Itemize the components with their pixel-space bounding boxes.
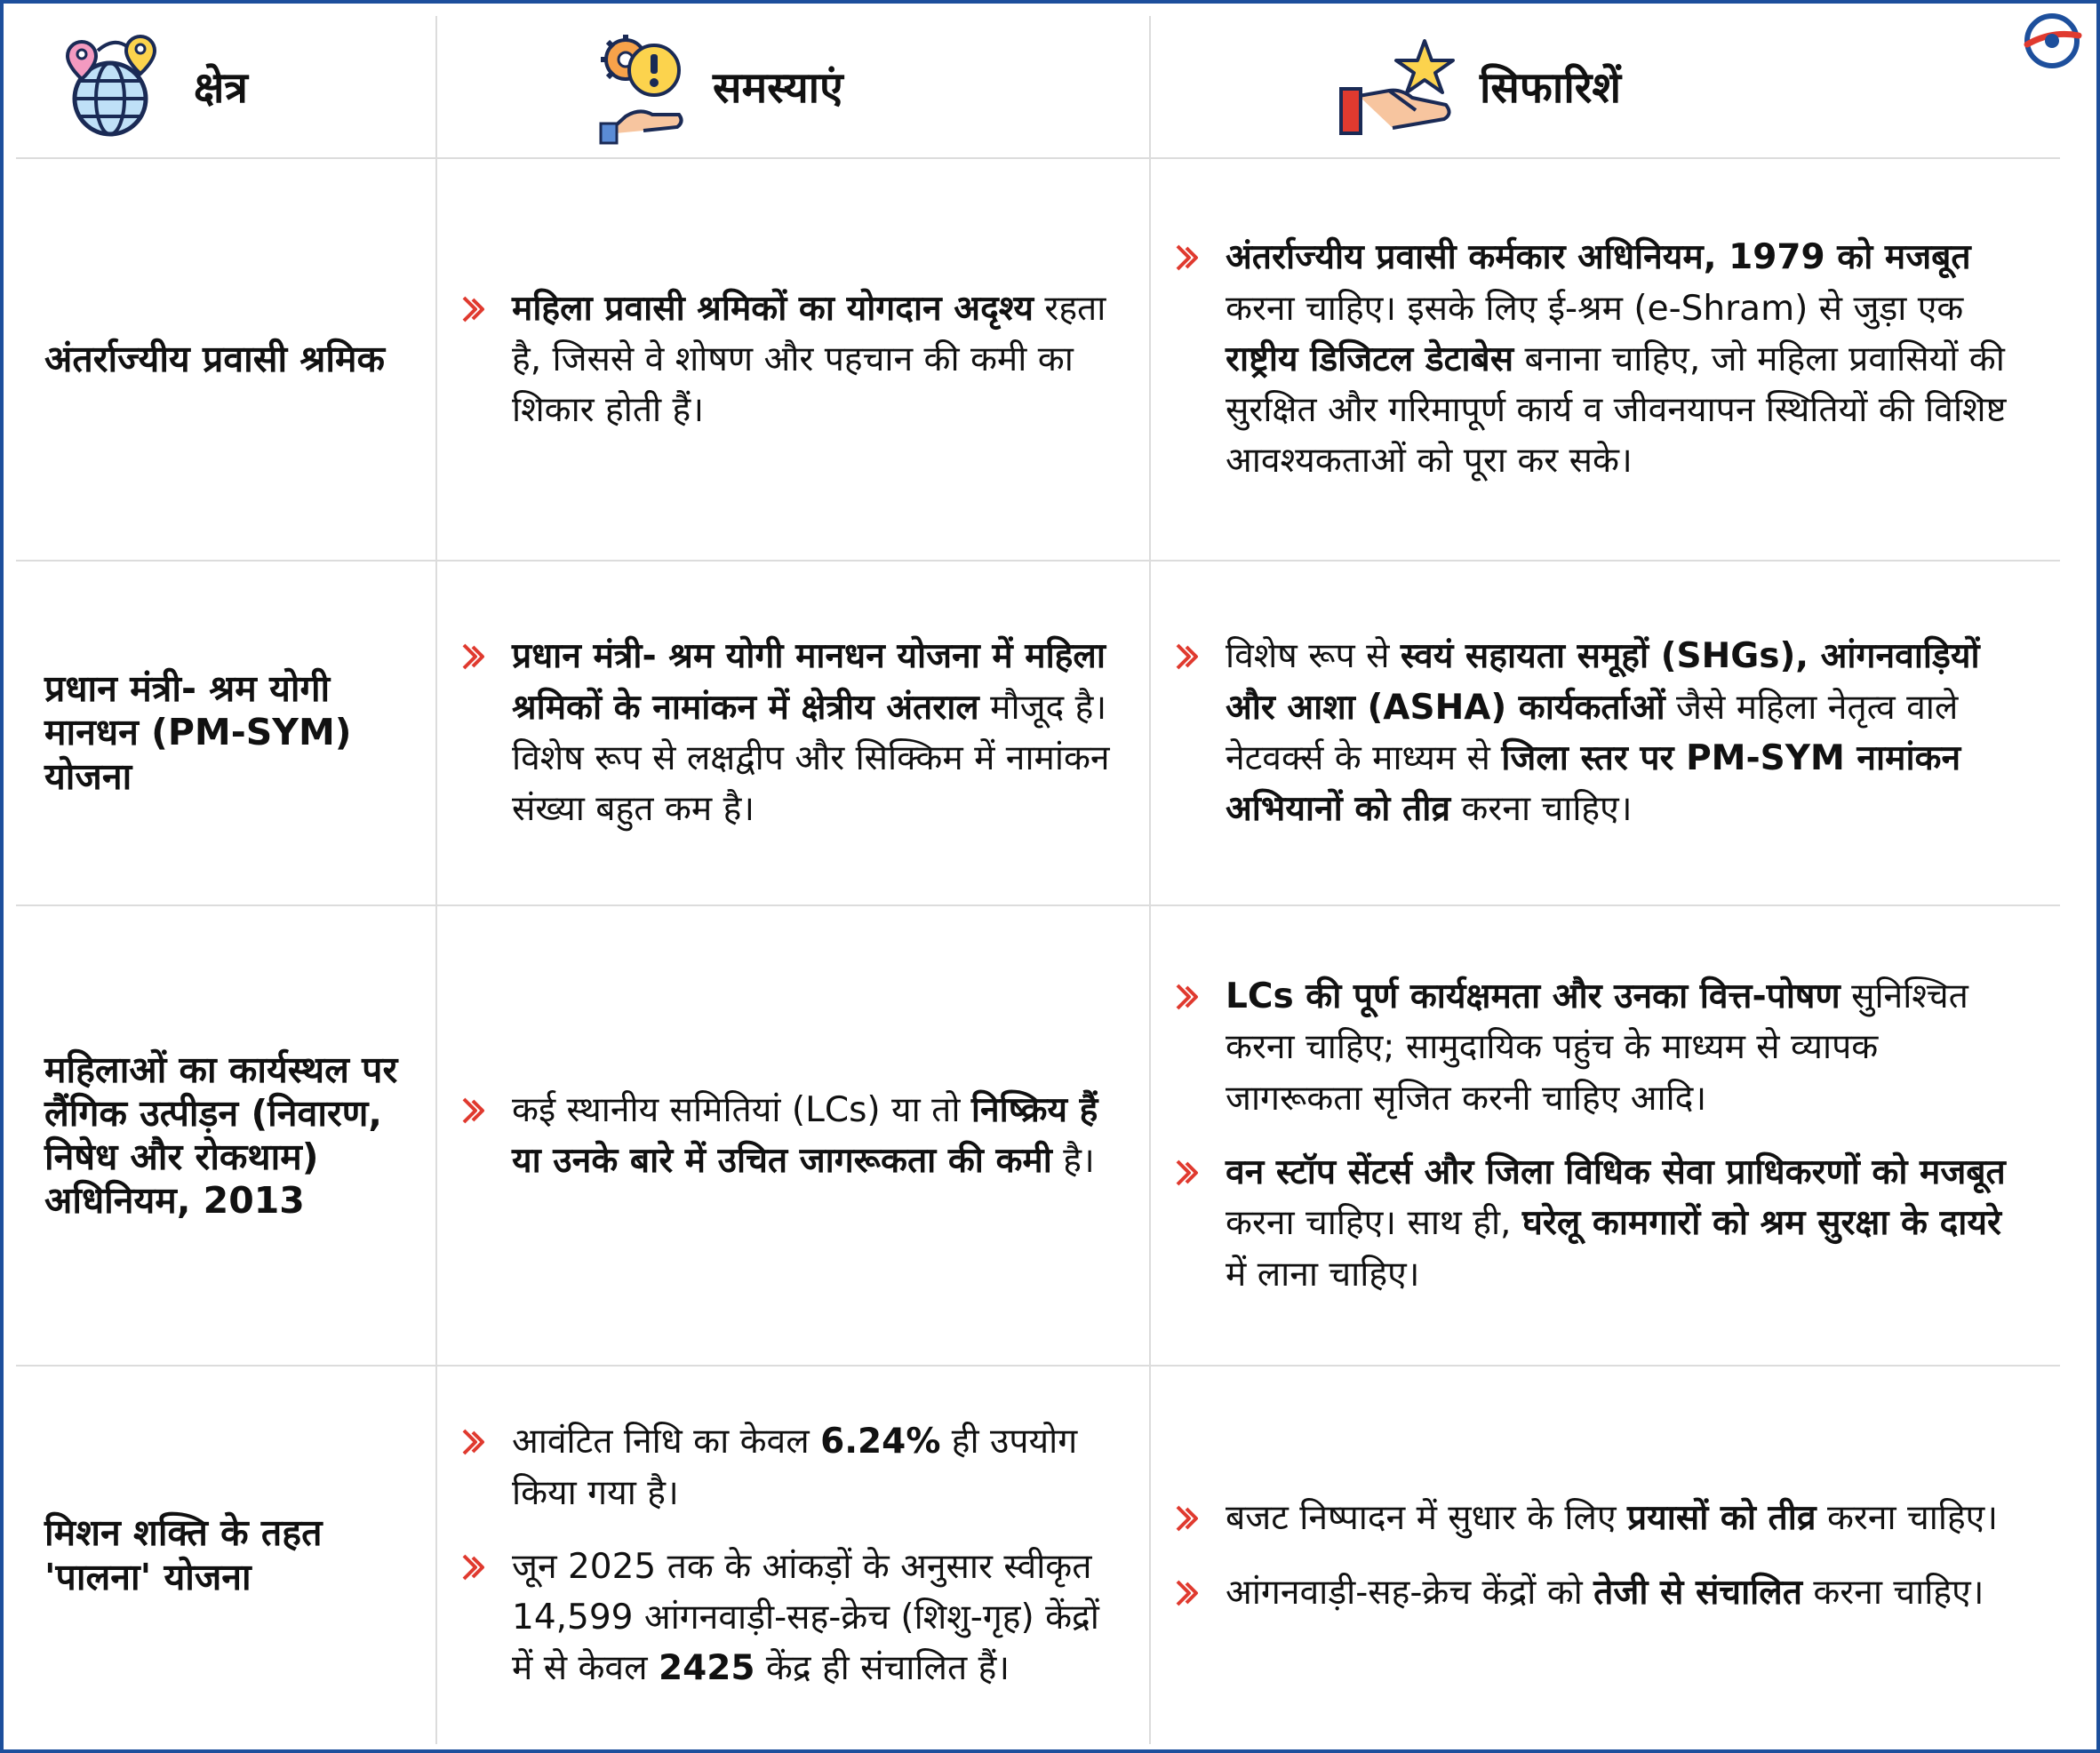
- bullet-text: [512, 283, 1114, 436]
- list-item: [460, 1085, 1114, 1187]
- bold-run: 6.24%: [820, 1422, 941, 1462]
- header-area-title: क्षेत्र: [194, 63, 248, 113]
- double-chevron-icon: [1174, 1158, 1204, 1188]
- header-area-cell: [16, 16, 436, 158]
- bullet-text: [512, 631, 1114, 834]
- area-cell: [16, 1366, 436, 1744]
- list-item: [1174, 1493, 2024, 1543]
- list-item: [1174, 1567, 2024, 1618]
- text-run: बजट निष्पादन में सुधार के लिए: [1226, 1498, 1627, 1539]
- bold-run: महिला प्रवासी श्रमिकों का योगदान अदृश्य: [512, 288, 1034, 329]
- text-run: केंद्र ही संचालित हैं।: [755, 1648, 1010, 1689]
- recommendations-cell: [1150, 905, 2060, 1366]
- double-chevron-icon: [460, 641, 491, 672]
- recommendations-cell: [1150, 158, 2060, 561]
- list-item: [1174, 971, 2024, 1124]
- recommendations-cell: [1150, 561, 2060, 905]
- bold-run: 2425: [658, 1648, 755, 1689]
- globe-people-icon: [55, 35, 169, 139]
- hand-star-icon: [1339, 34, 1455, 140]
- list-item: [1174, 1147, 2024, 1300]
- text-run: आंगनवाड़ी-सह-क्रेच केंद्रों को: [1226, 1572, 1594, 1613]
- text-run: कई स्थानीय समितियां (LCs) या तो: [512, 1089, 971, 1130]
- problem-list: [437, 1416, 1149, 1694]
- text-run: बनाना चाहिए, जो महिला प्रवासियों की सुरक्षित और गरिमापूर्ण कार्य व जीवनयापन स्थितियों की विशिष्ट आवश्यकताओं को पूरा कर सके।: [1226, 339, 2007, 482]
- recommendation-list: [1151, 1493, 2060, 1618]
- header-recommendations-cell: [1150, 16, 2060, 158]
- list-item: [460, 1542, 1114, 1694]
- text-run: है।: [1051, 1141, 1095, 1181]
- problem-list: [437, 283, 1149, 436]
- text-run: करना चाहिए। साथ ही,: [1226, 1203, 1522, 1244]
- table-row: [16, 158, 2060, 561]
- list-item: [1174, 232, 2024, 487]
- header-recommendations-title: सिफारिशें: [1480, 63, 1622, 113]
- table-row: [16, 1366, 2060, 1744]
- text-run: रहता है, जिससे वे शोषण और पहचान की कमी का शिकार होती हैं।: [512, 288, 1106, 431]
- double-chevron-icon: [1174, 1578, 1204, 1608]
- area-label: मिशन शक्ति के तहत 'पालना' योजना: [44, 1511, 323, 1598]
- header-problems-cell: [436, 16, 1150, 158]
- double-chevron-icon: [460, 1427, 491, 1457]
- text-run: आवंटित निधि का केवल: [512, 1422, 821, 1462]
- area-label: अंतर्राज्यीय प्रवासी श्रमिक: [44, 337, 385, 380]
- text-run: करना चाहिए।: [1450, 789, 1633, 830]
- double-chevron-icon: [460, 1096, 491, 1126]
- text-run: करना चाहिए। इसके लिए ई-श्रम (e-Shram) से जुड़ा एक: [1226, 288, 1964, 329]
- problems-cell: [436, 158, 1150, 561]
- list-item: [460, 1416, 1114, 1518]
- bold-run: जिला स्तर पर PM-SYM नामांकन अभियानों को तीव्र: [1226, 738, 1961, 830]
- area-cell: [16, 905, 436, 1366]
- problem-list: [437, 1085, 1149, 1187]
- bold-run: अंतर्राज्यीय प्रवासी कर्मकार अधिनियम, 1979 को मजबूत: [1226, 237, 1971, 278]
- area-label: महिलाओं का कार्यस्थल पर लैंगिक उत्पीड़न (निवारण, निषेध और रोकथाम) अधिनियम, 2013: [44, 1048, 398, 1223]
- bold-run: तेजी से संचालित: [1593, 1572, 1802, 1613]
- text-run: विशेष रूप से: [1226, 636, 1401, 677]
- double-chevron-icon: [460, 1552, 491, 1582]
- text-run: जून 2025 तक के आंकड़ों के अनुसार स्वीकृत 14,599 आंगनवाड़ी-सह-क्रेच (शिशु-गृह) केंद्रों में से केवल: [512, 1546, 1099, 1689]
- recommendation-list: [1151, 232, 2060, 487]
- comparison-table: [16, 16, 2060, 1744]
- problems-cell: [436, 1366, 1150, 1744]
- list-item: [1174, 631, 2024, 834]
- recommendations-cell: [1150, 1366, 2060, 1744]
- bullet-text: [1226, 1493, 1998, 1543]
- text-run: करना चाहिए।: [1816, 1498, 1999, 1539]
- problems-cell: [436, 561, 1150, 905]
- bold-run: प्रयासों को तीव्र: [1626, 1498, 1817, 1539]
- text-run: ही उपयोग किया गया है।: [512, 1422, 1078, 1513]
- list-item: [460, 631, 1114, 834]
- bullet-text: [512, 1416, 1114, 1518]
- table-row: [16, 561, 2060, 905]
- gear-exclamation-icon: [599, 29, 688, 145]
- bold-run: वन स्टॉप सेंटर्स और जिला विधिक सेवा प्राधिकरणों को मजबूत: [1226, 1152, 2006, 1192]
- problem-list: [437, 631, 1149, 834]
- bold-run: घरेलू कामगारों को श्रम सुरक्षा के दायरे: [1521, 1203, 2001, 1244]
- area-cell: [16, 158, 436, 561]
- bold-run: राष्ट्रीय डिजिटल डेटाबेस: [1226, 339, 1514, 379]
- double-chevron-icon: [1174, 1503, 1204, 1534]
- double-chevron-icon: [460, 294, 491, 324]
- text-run: करना चाहिए।: [1801, 1572, 1984, 1613]
- bullet-text: [1226, 1147, 2024, 1300]
- double-chevron-icon: [1174, 243, 1204, 273]
- area-label: प्रधान मंत्री- श्रम योगी मानधन (PM-SYM) योजना: [44, 667, 352, 798]
- text-run: में लाना चाहिए।: [1226, 1254, 1420, 1295]
- recommendation-list: [1151, 971, 2060, 1300]
- bold-run: निष्क्रिय हैं या उनके बारे में उचित जागरूकता की कमी: [512, 1089, 1098, 1181]
- recommendation-list: [1151, 631, 2060, 834]
- bullet-text: [1226, 232, 2024, 487]
- header-problems-title: समस्याएं: [713, 63, 843, 113]
- header-row: [16, 16, 2060, 158]
- bullet-text: [512, 1542, 1114, 1694]
- bullet-text: [1226, 971, 2024, 1124]
- table-row: [16, 905, 2060, 1366]
- bold-run: प्रधान मंत्री- श्रम योगी मानधन योजना में महिला श्रमिकों के नामांकन में क्षेत्रीय अंतराल: [512, 636, 1106, 728]
- text-run: सुनिश्चित करना चाहिए; सामुदायिक पहुंच के माध्यम से व्यापक जागरूकता सृजित करनी चाहिए आदि।: [1226, 976, 1968, 1119]
- list-item: [460, 283, 1114, 436]
- double-chevron-icon: [1174, 641, 1204, 672]
- text-run: मौजूद है। विशेष रूप से लक्षद्वीप और सिक्किम में नामांकन संख्या बहुत कम है।: [512, 687, 1110, 830]
- bold-run: स्वयं सहायता समूहों (SHGs), आंगनवाड़ियों और आशा (ASHA) कार्यकर्ताओं: [1226, 636, 1980, 728]
- bullet-text: [1226, 631, 2024, 834]
- double-chevron-icon: [1174, 982, 1204, 1012]
- bold-run: LCs की पूर्ण कार्यक्षमता और उनका वित्त-पोषण: [1226, 976, 1840, 1017]
- problems-cell: [436, 905, 1150, 1366]
- area-cell: [16, 561, 436, 905]
- bullet-text: [512, 1085, 1114, 1187]
- text-run: जैसे महिला नेतृत्व वाले नेटवर्क्स के माध्यम से: [1226, 687, 1959, 778]
- bullet-text: [1226, 1567, 1984, 1618]
